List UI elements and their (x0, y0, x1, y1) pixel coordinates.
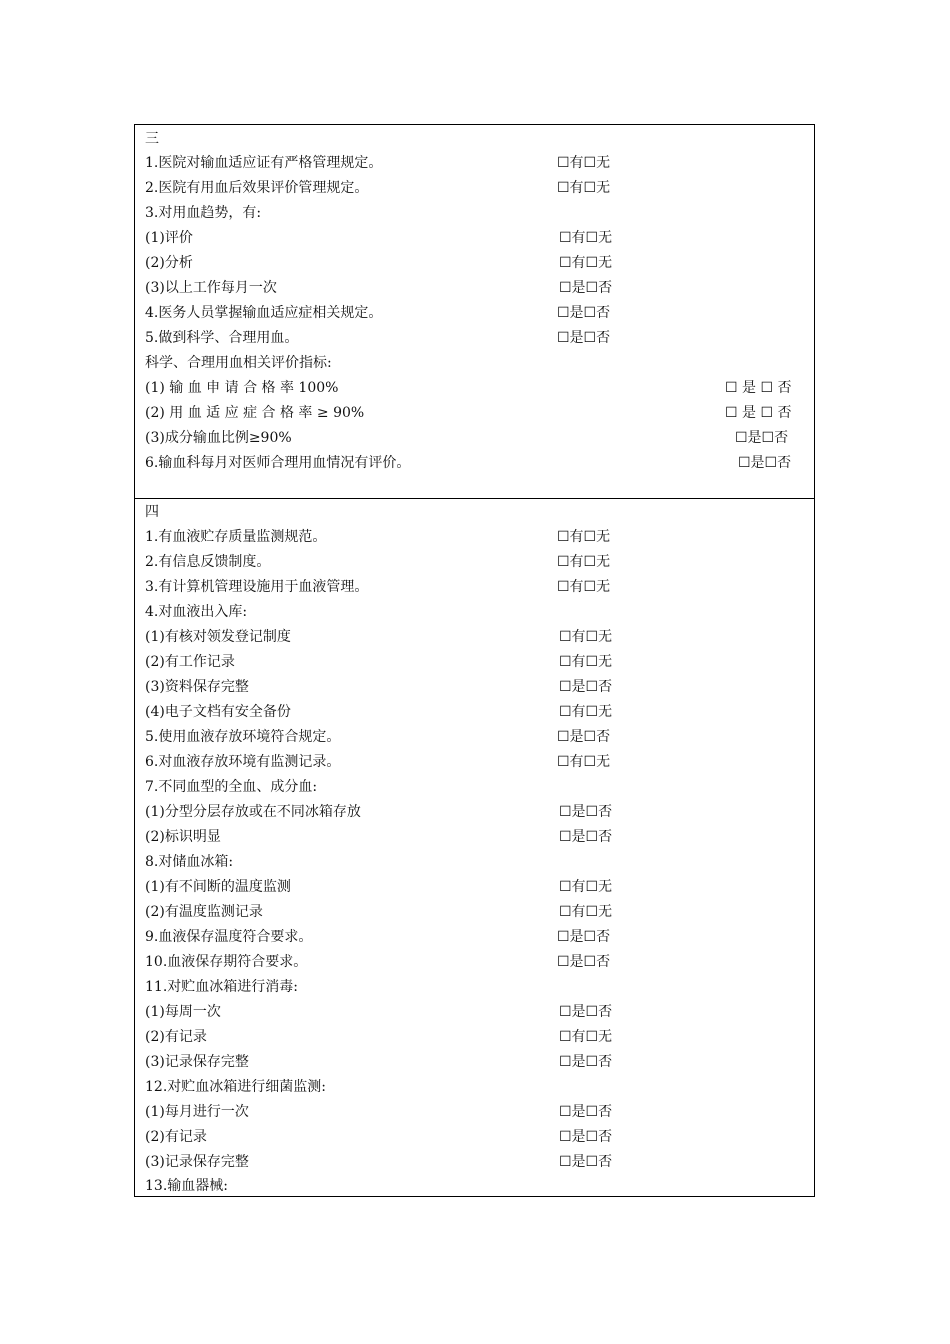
item-4-7-2: (2)标识明显 (145, 829, 221, 845)
checkbox-option[interactable]: ☐ 是 ☐ 否 (725, 405, 792, 421)
checkbox-option[interactable]: ☐是☐否 (559, 1104, 613, 1120)
checkbox-option[interactable]: ☐是☐否 (557, 330, 611, 346)
checkbox-option[interactable]: ☐是☐否 (557, 305, 611, 321)
item-4-4-1: (1)有核对领发登记制度 (145, 629, 291, 645)
item-3-3-2: (2)分析 (145, 255, 193, 271)
indicator-heading: 科学、合理用血相关评价指标: (145, 355, 332, 371)
checkbox-option[interactable]: ☐是☐否 (559, 1129, 613, 1145)
checkbox-option[interactable]: ☐是☐否 (557, 729, 611, 745)
item-4-7: 7.不同血型的全血、成分血: (145, 779, 318, 795)
item-3-3-3: (3)以上工作每月一次 (145, 280, 277, 296)
checkbox-option[interactable]: ☐是☐否 (559, 280, 613, 296)
checkbox-option[interactable]: ☐有☐无 (557, 579, 611, 595)
indicator-2: (2) 用 血 适 应 症 合 格 率 ≥ 90% (145, 405, 365, 421)
item-4-5: 5.使用血液存放环境符合规定。 (145, 729, 341, 745)
checkbox-option[interactable]: ☐有☐无 (559, 879, 613, 895)
checkbox-option[interactable]: ☐是☐否 (735, 430, 789, 446)
checkbox-option[interactable]: ☐是☐否 (557, 929, 611, 945)
checkbox-option[interactable]: ☐是☐否 (559, 1004, 613, 1020)
item-4-3: 3.有计算机管理设施用于血液管理。 (145, 579, 369, 595)
section-4-table (134, 498, 815, 1197)
section-3-heading: 三 (145, 131, 159, 147)
checkbox-option[interactable]: ☐有☐无 (557, 180, 611, 196)
item-4-12-2: (2)有记录 (145, 1129, 207, 1145)
item-4-12-1: (1)每月进行一次 (145, 1104, 249, 1120)
item-4-8-2: (2)有温度监测记录 (145, 904, 263, 920)
item-4-6: 6.对血液存放环境有监测记录。 (145, 754, 341, 770)
item-4-4-3: (3)资料保存完整 (145, 679, 249, 695)
checkbox-option[interactable]: ☐有☐无 (559, 904, 613, 920)
item-4-11-2: (2)有记录 (145, 1029, 207, 1045)
checkbox-option[interactable]: ☐是☐否 (559, 679, 613, 695)
checkbox-option[interactable]: ☐有☐无 (559, 654, 613, 670)
indicator-1: (1) 输 血 申 请 合 格 率 100% (145, 380, 339, 396)
checkbox-option[interactable]: ☐是☐否 (738, 455, 792, 471)
checkbox-option[interactable]: ☐是☐否 (559, 804, 613, 820)
item-4-12-3: (3)记录保存完整 (145, 1154, 249, 1170)
item-4-12: 12.对贮血冰箱进行细菌监测: (145, 1079, 326, 1095)
checkbox-option[interactable]: ☐有☐无 (559, 255, 613, 271)
item-4-4-2: (2)有工作记录 (145, 654, 235, 670)
checkbox-option[interactable]: ☐有☐无 (557, 529, 611, 545)
checkbox-option[interactable]: ☐是☐否 (559, 1054, 613, 1070)
checkbox-option[interactable]: ☐有☐无 (559, 1029, 613, 1045)
checkbox-option[interactable]: ☐有☐无 (557, 554, 611, 570)
item-4-8: 8.对储血冰箱: (145, 854, 234, 870)
checkbox-option[interactable]: ☐有☐无 (557, 155, 611, 171)
checkbox-option[interactable]: ☐是☐否 (557, 954, 611, 970)
section-4-heading: 四 (145, 504, 159, 520)
checkbox-option[interactable]: ☐是☐否 (559, 829, 613, 845)
item-3-6: 6.输血科每月对医师合理用血情况有评价。 (145, 455, 411, 471)
section-3-table (134, 124, 815, 499)
item-4-2: 2.有信息反馈制度。 (145, 554, 271, 570)
checkbox-option[interactable]: ☐有☐无 (559, 629, 613, 645)
item-3-2: 2.医院有用血后效果评价管理规定。 (145, 180, 369, 196)
item-4-11-3: (3)记录保存完整 (145, 1054, 249, 1070)
item-4-13: 13.输血器械: (145, 1178, 228, 1194)
checkbox-option[interactable]: ☐ 是 ☐ 否 (725, 380, 792, 396)
checkbox-option[interactable]: ☐有☐无 (559, 230, 613, 246)
item-3-5: 5.做到科学、合理用血。 (145, 330, 299, 346)
item-4-11-1: (1)每周一次 (145, 1004, 221, 1020)
item-3-3-1: (1)评价 (145, 230, 193, 246)
item-4-4: 4.对血液出入库: (145, 604, 248, 620)
checkbox-option[interactable]: ☐是☐否 (559, 1154, 613, 1170)
item-4-1: 1.有血液贮存质量监测规范。 (145, 529, 327, 545)
item-4-8-1: (1)有不间断的温度监测 (145, 879, 291, 895)
item-4-10: 10.血液保存期符合要求。 (145, 954, 308, 970)
item-3-3: 3.对用血趋势，有: (145, 205, 262, 221)
item-4-11: 11.对贮血冰箱进行消毒: (145, 979, 298, 995)
item-4-7-1: (1)分型分层存放或在不同冰箱存放 (145, 804, 361, 820)
checkbox-option[interactable]: ☐有☐无 (559, 704, 613, 720)
item-3-1: 1.医院对输血适应证有严格管理规定。 (145, 155, 383, 171)
item-3-4: 4.医务人员掌握输血适应症相关规定。 (145, 305, 383, 321)
item-4-9: 9.血液保存温度符合要求。 (145, 929, 313, 945)
item-4-4-4: (4)电子文档有安全备份 (145, 704, 291, 720)
checkbox-option[interactable]: ☐有☐无 (557, 754, 611, 770)
indicator-3: (3)成分输血比例≥90% (145, 430, 292, 446)
